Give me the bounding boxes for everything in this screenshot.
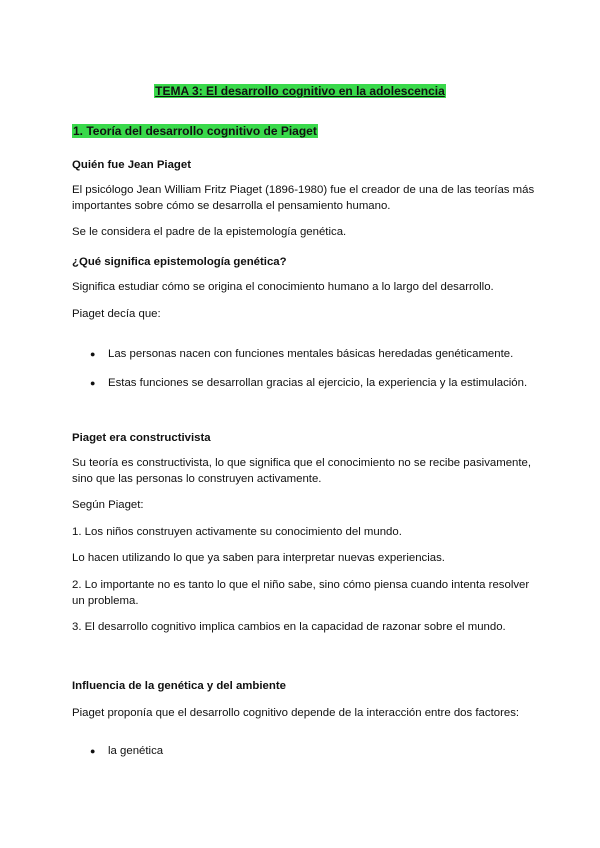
paragraph: Lo hacen utilizando lo que ya saben para interpretar nuevas experiencias. — [72, 552, 445, 564]
subheading-who: Quién fue Jean Piaget — [72, 159, 192, 171]
paragraph-line: sino que las personas lo construyen activamente. — [72, 473, 322, 485]
paragraph: Se le considera el padre de la epistemología genética. — [72, 226, 347, 238]
paragraph: 3. El desarrollo cognitivo implica cambios en la capacidad de razonar sobre el mundo. — [72, 621, 506, 633]
list-item: Estas funciones se desarrollan gracias al ejercicio, la experiencia y la estimulación. — [108, 377, 528, 389]
paragraph-line: un problema. — [72, 595, 139, 607]
section-heading: 1. Teoría del desarrollo cognitivo de Piaget — [73, 124, 317, 138]
list-item: la genética — [108, 745, 164, 757]
paragraph-line: importantes sobre cómo se desarrolla el pensamiento humano. — [72, 200, 391, 212]
paragraph-line: Su teoría es constructivista, lo que significa que el conocimiento no se recibe pasivamente, — [72, 457, 532, 469]
bullet-dot-icon: ● — [90, 349, 96, 359]
paragraph: Significa estudiar cómo se origina el conocimiento humano a lo largo del desarrollo. — [72, 281, 494, 293]
list-item: Las personas nacen con funciones mentales básicas heredadas genéticamente. — [108, 348, 514, 360]
document-title: TEMA 3: El desarrollo cognitivo en la adolescencia — [155, 84, 445, 98]
paragraph: Según Piaget: — [72, 499, 144, 511]
paragraph-line: El psicólogo Jean William Fritz Piaget (1896-1980) fue el creador de una de las teorías más — [72, 184, 535, 196]
bullet-dot-icon: ● — [90, 746, 96, 756]
subheading-epistemology: ¿Qué significa epistemología genética? — [72, 256, 287, 268]
paragraph-line: 2. Lo importante no es tanto lo que el niño sabe, sino cómo piensa cuando intenta resolver — [72, 579, 530, 591]
paragraph: 1. Los niños construyen activamente su conocimiento del mundo. — [72, 526, 402, 538]
subheading-constructivist: Piaget era constructivista — [72, 432, 211, 444]
subheading-influence: Influencia de la genética y del ambiente — [72, 680, 286, 692]
paragraph: Piaget proponía que el desarrollo cognitivo depende de la interacción entre dos factores: — [72, 707, 520, 719]
paragraph: Piaget decía que: — [72, 308, 161, 320]
bullet-dot-icon: ● — [90, 378, 96, 388]
